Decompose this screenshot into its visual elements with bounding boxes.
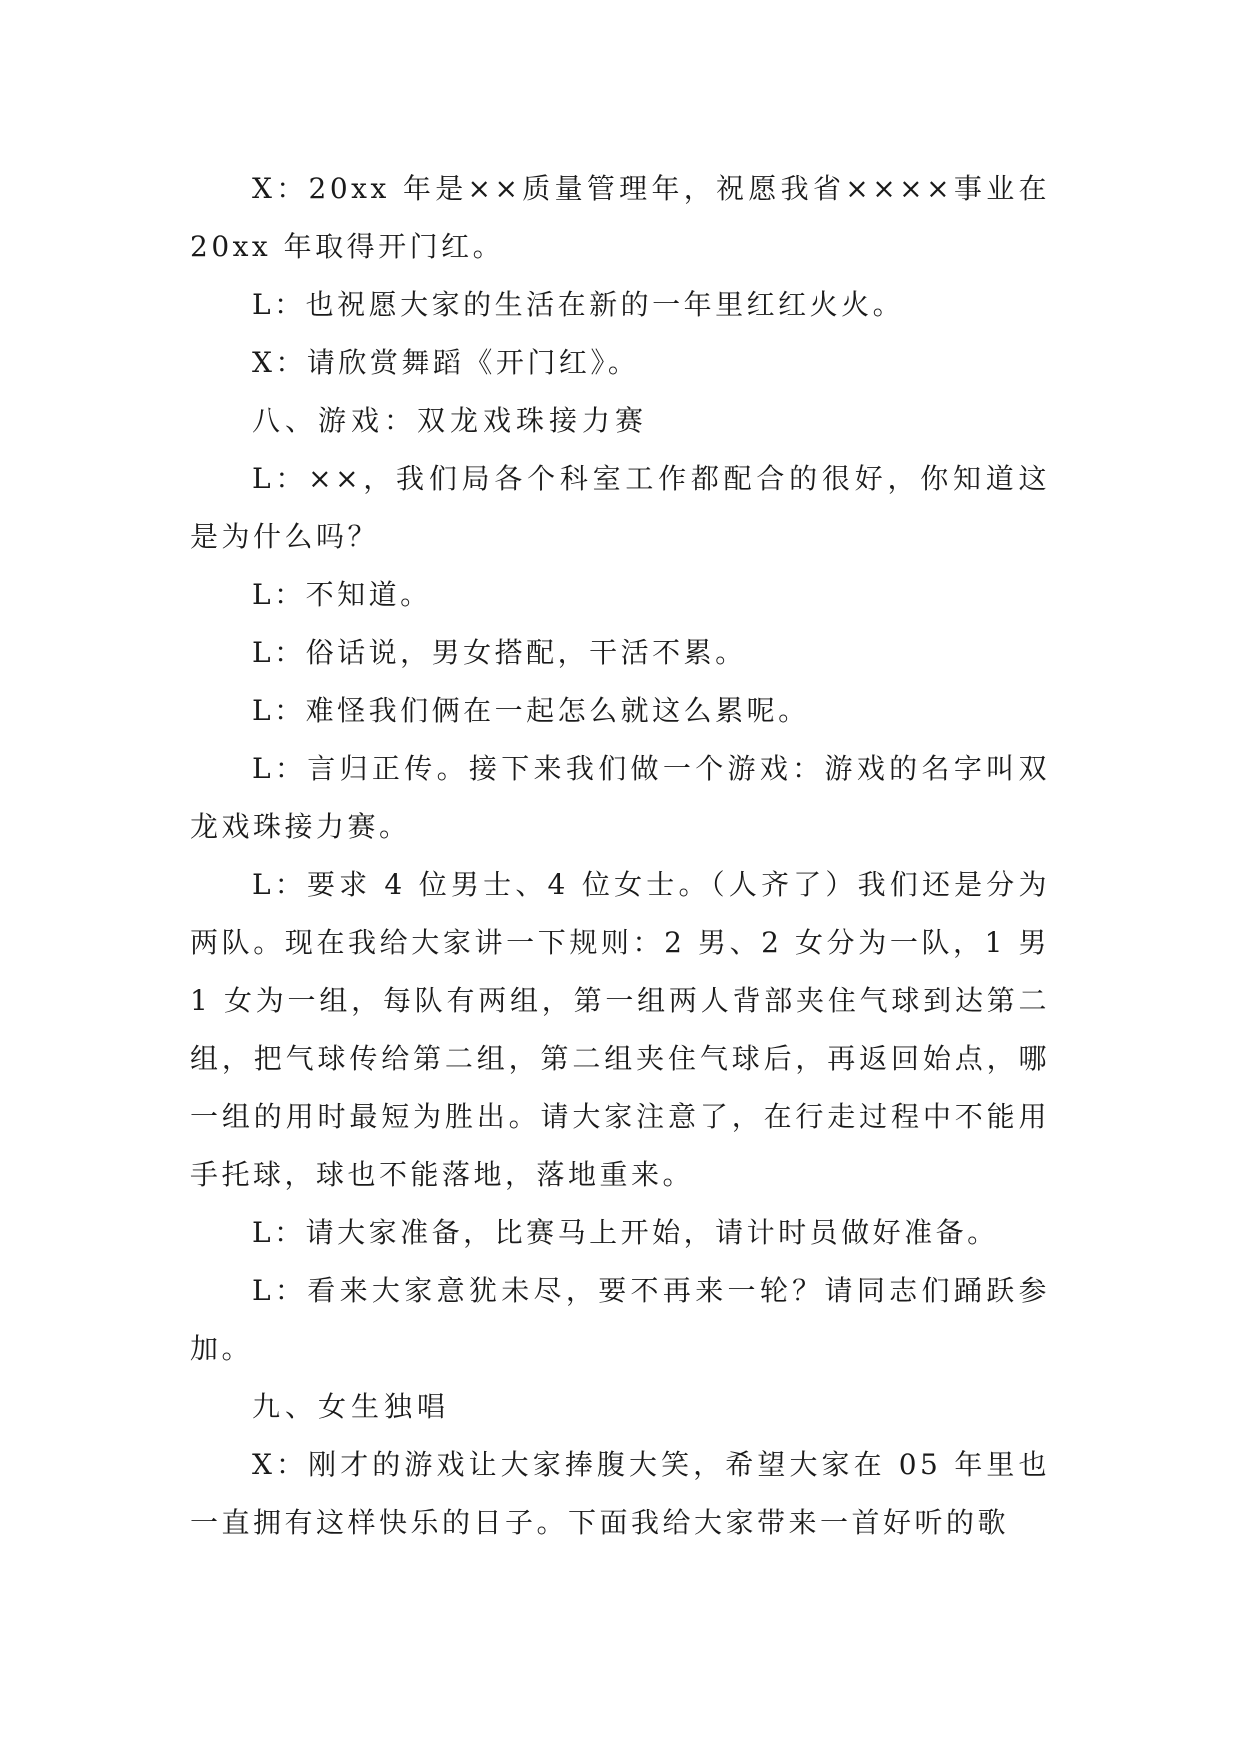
document-body (190, 160, 1050, 1552)
paragraph-14: X：刚才的游戏让大家捧腹大笑，希望大家在 05 年里也一直拥有这样快乐的日子。下面我给大家带来一首好听的歌 (190, 1448, 1050, 1539)
paragraph-12: L：看来大家意犹未尽，要不再来一轮？请同志们踊跃参加。 (190, 1274, 1050, 1365)
paragraph-7: L：俗话说，男女搭配，干活不累。 (252, 636, 747, 669)
paragraph-10: L：要求 4 位男士、4 位女士。（人齐了）我们还是分为两队。现在我给大家讲一下规则：2 男、2 女分为一队，1 男 1 女为一组，每队有两组，第一组两人背部夹住气球到达第二组，把气球传给第二组，第二组夹住气球后，再返回始点，哪一组的用时最短为胜出。请大家注意了，在行走过程中不能用手托球，球也不能落地，落地重来。 (190, 868, 1050, 1191)
paragraph-3: X：请欣赏舞蹈《开门红》。 (252, 346, 640, 379)
paragraph-6: L：不知道。 (252, 578, 432, 611)
paragraph-5: L：××，我们局各个科室工作都配合的很好，你知道这是为什么吗？ (190, 462, 1050, 553)
paragraph-1: X：20xx 年是××质量管理年，祝愿我省××××事业在 20xx 年取得开门红。 (190, 172, 1050, 263)
paragraph-2: L：也祝愿大家的生活在新的一年里红红火火。 (252, 288, 905, 321)
section-heading-9: 九、女生独唱 (252, 1390, 451, 1423)
paragraph-11: L：请大家准备，比赛马上开始，请计时员做好准备。 (252, 1216, 999, 1249)
paragraph-9: L：言归正传。接下来我们做一个游戏：游戏的名字叫双龙戏珠接力赛。 (190, 752, 1050, 843)
section-heading-8: 八、游戏：双龙戏珠接力赛 (252, 404, 649, 437)
paragraph-8: L：难怪我们俩在一起怎么就这么累呢。 (252, 694, 810, 727)
